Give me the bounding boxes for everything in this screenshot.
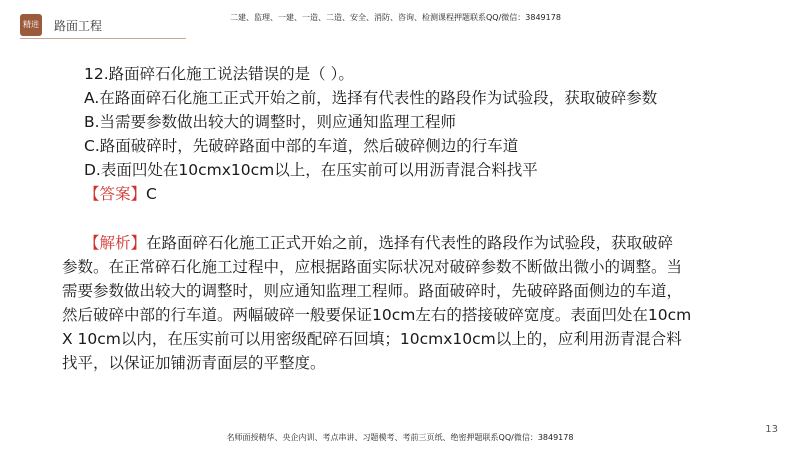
brand-logo: 精进 xyxy=(20,14,42,36)
top-contact-note: 二建、监理、一建、一造、二造、安全、消防、咨询、检测课程押题联系QQ/微信：3849178 xyxy=(230,13,561,22)
analysis-line: 需要参数做出较大的调整时，则应通知监理工程师。路面破碎时，先破碎路面侧边的车道， xyxy=(62,282,683,300)
option-a: A.在路面碎石化施工正式开始之前，选择有代表性的路段作为试验段，获取破碎参数 xyxy=(84,89,658,107)
analysis-block xyxy=(62,231,762,375)
bottom-contact-note: 名师面授精华、央企内训、考点串讲、习题模考、考前三页纸、绝密押题联系QQ/微信：3849178 xyxy=(226,433,574,442)
analysis-first-line xyxy=(62,231,762,255)
analysis-line: 然后破碎中部的行车道。两幅破碎一般要保证10cm左右的搭接破碎宽度。表面凹处在10cm xyxy=(62,306,692,324)
question-block xyxy=(84,62,764,206)
analysis-line: X 10cm以内，在压实前可以用密级配碎石回填；10cmx10cm以上的，应利用沥青混合料 xyxy=(62,330,682,348)
analysis-tag: 【解析】 xyxy=(84,234,147,252)
analysis-line: 参数。在正常碎石化施工过程中，应根据路面实际状况对破碎参数不断做出微小的调整。当 xyxy=(62,258,683,276)
answer-value: C xyxy=(146,185,157,203)
header-divider xyxy=(20,38,186,39)
answer-tag: 【答案】 xyxy=(84,185,147,203)
analysis-text: 在路面碎石化施工正式开始之前，选择有代表性的路段作为试验段，获取破碎 xyxy=(146,234,674,252)
option-b: B.当需要参数做出较大的调整时，则应通知监理工程师 xyxy=(84,113,457,131)
section-title: 路面工程 xyxy=(54,19,103,33)
option-c: C.路面破碎时，先破碎路面中部的车道，然后破碎侧边的行车道 xyxy=(84,137,519,155)
answer-line xyxy=(84,182,764,206)
page-number: 13 xyxy=(765,424,778,435)
question-stem: 12.路面碎石化施工说法错误的是（ ）。 xyxy=(84,65,354,83)
option-d: D.表面凹处在10cmx10cm以上，在压实前可以用沥青混合料找平 xyxy=(84,161,538,179)
analysis-line: 找平，以保证加铺沥青面层的平整度。 xyxy=(62,354,326,372)
